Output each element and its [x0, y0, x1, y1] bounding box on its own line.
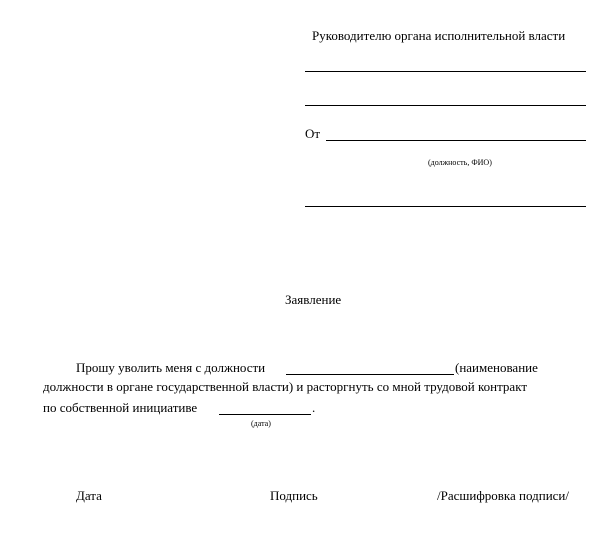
footer-decoding-label: /Расшифровка подписи/	[437, 488, 569, 503]
from-label: От	[305, 126, 321, 141]
body-line3-start: по собственной инициативе	[43, 400, 198, 415]
date-caption: (дата)	[251, 419, 271, 428]
document-title: Заявление	[285, 292, 342, 307]
body-line1-end: (наименование	[455, 360, 538, 375]
footer-signature-label: Подпись	[270, 488, 318, 503]
addressee-blank-line-2	[305, 105, 586, 106]
body-line1-start: Прошу уволить меня с должности	[76, 360, 266, 375]
date-blank-line	[219, 414, 311, 415]
from-blank-line	[326, 140, 586, 141]
body-line3-end: .	[312, 400, 316, 415]
from-caption: (должность, ФИО)	[428, 158, 492, 167]
addressee-blank-line-3	[305, 206, 586, 207]
position-blank-line	[286, 374, 454, 375]
addressee-heading: Руководителю органа исполнительной власти	[312, 28, 566, 43]
footer-date-label: Дата	[76, 488, 102, 503]
body-line2: должности в органе государственной власти) и расторгнуть со мной трудовой контракт	[43, 379, 528, 394]
addressee-blank-line-1	[305, 71, 586, 72]
